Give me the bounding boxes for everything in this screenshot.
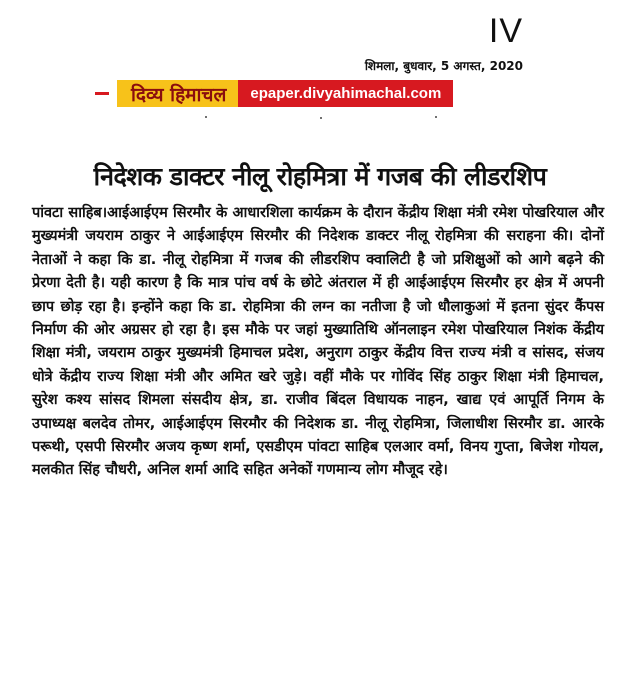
dateline: शिमला, बुधवार, 5 अगस्त, 2020 xyxy=(364,59,523,73)
page-number: IV xyxy=(488,12,523,50)
article-headline: निदेशक डाक्टर नीलू रोहमित्रा में गजब की लीडरशिप xyxy=(93,161,547,191)
masthead-banner xyxy=(95,80,525,107)
article-body: पांवटा साहिब।आईआईएम सिरमौर के आधारशिला कार्यक्रम के दौरान केंद्रीय शिक्षा मंत्री रमेश पोखरियाल और मुख्यमंत्री जयराम ठाकुर ने आईआईएम सिरमौर की निदेशक डाक्टर नीलू रोहमित्रा की सराहना की। दोनों नेताओं ने कहा कि डा. नीलू रोहमित्रा में गजब की लीडरशिप क्वालिटी है जो प्रशिक्षुओं को आगे बढ़ने की प्रेरणा देती है। यही कारण है कि मात्र पांच वर्ष के छोटे अंतराल में ही आईआईएम सिरमौर हर क्षेत्र में अपनी छाप छोड़ रहा है। इन्होंने कहा कि डा. रोहमित्रा की लग्न का नतीजा है जो धौलाकुआं में इतना सुंदर कैंपस निर्माण की ओर अग्रसर हो रहा है। इस मौके पर जहां मुख्यातिथि ऑनलाइन रमेश पोखरियाल निशंक केंद्रीय शिक्षा मंत्री, जयराम ठाकुर मुख्यमंत्री हिमाचल प्रदेश, अनुराग ठाकुर केंद्रीय वित्त राज्य मंत्री व सांसद, संजय धोत्रे केंद्रीय राज्य शिक्षा मंत्री और अमित खरे जुड़े। वहीं मौके पर गोविंद सिंह ठाकुर शिक्षा मंत्री हिमाचल, सुरेश कश्य सांसद शिमला संसदीय क्षेत्र, डा. राजीव बिंदल विधायक नाहन, खाद्य एवं आपूर्ति निगम के उपाध्यक्ष बलदेव तोमर, आईआईएम सिरमौर की निदेशक डा. नीलू रोहमित्रा, जिलाधीश सिरमौर डा. आरके परूथी, एसपी सिरमौर अजय कृष्ण शर्मा, एसडीएम पांवटा साहिब एलआर वर्मा, विनय गुप्ता, बिजेश गोयल, मलकीत सिंह चौधरी, अनिल शर्मा आदि सहित अनेकों गणमान्य लोग मौजूद रहे। xyxy=(32,205,604,479)
decorative-dots xyxy=(0,116,633,120)
brand-name: दिव्य हिमाचल xyxy=(117,80,238,107)
masthead-dash xyxy=(95,92,109,95)
epaper-url: epaper.divyahimachal.com xyxy=(238,80,453,107)
